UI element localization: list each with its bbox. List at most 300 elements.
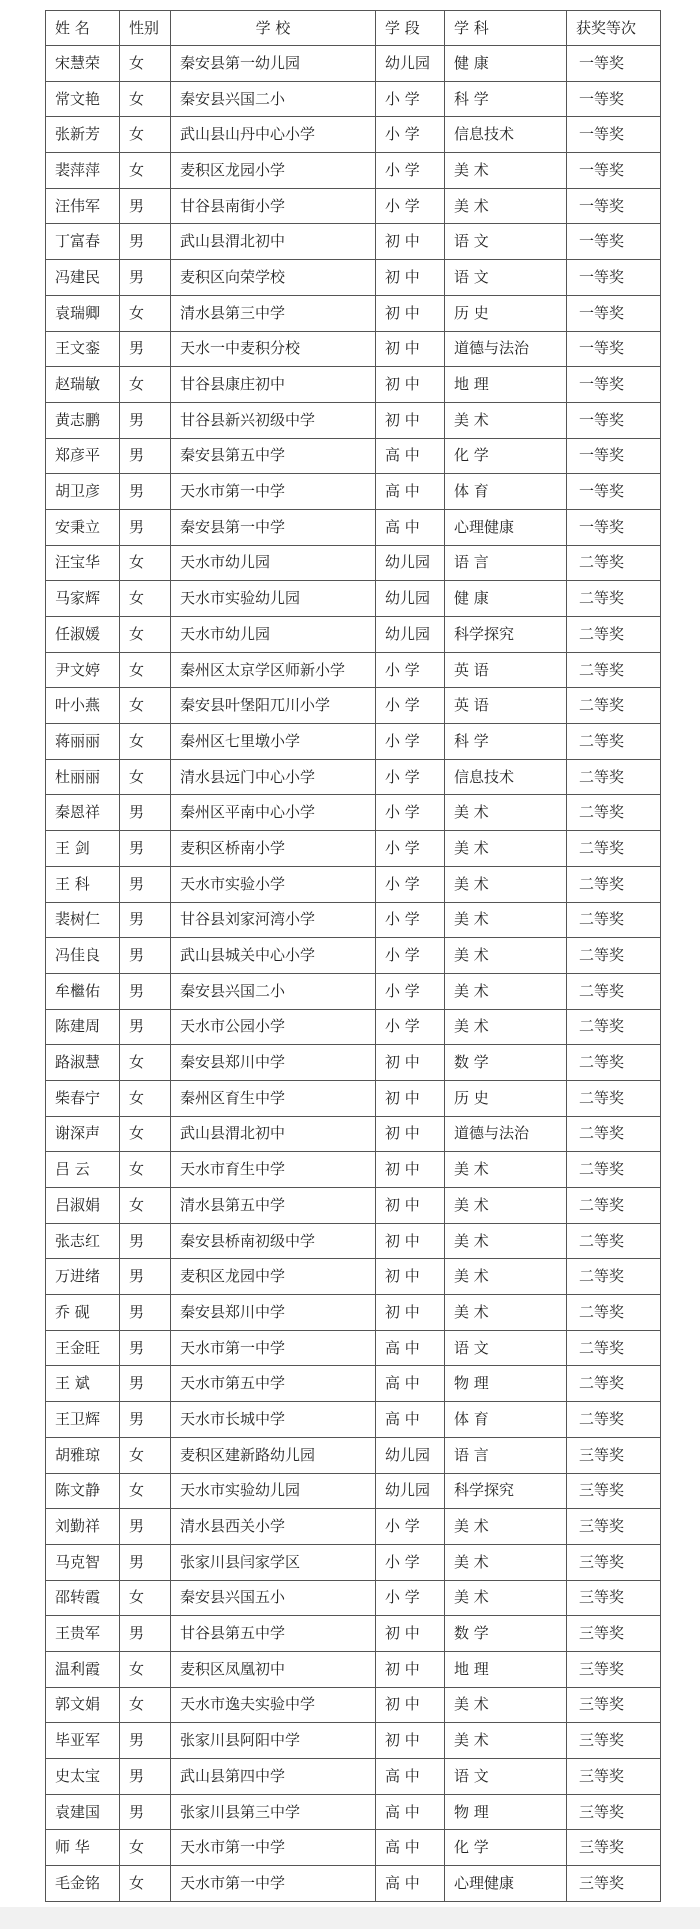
subject-cell: 美 术 [445,938,567,974]
subject-cell: 美 术 [445,1687,567,1723]
gender-cell: 男 [120,1759,171,1795]
award-rank-cell: 一等奖 [567,188,661,224]
name-cell: 王 剑 [46,831,120,867]
award-rank-cell: 一等奖 [567,438,661,474]
school-cell: 武山县第四中学 [171,1759,376,1795]
stage-cell: 高 中 [376,474,445,510]
school-cell: 天水市第五中学 [171,1366,376,1402]
subject-cell: 科学探究 [445,617,567,653]
table-row [46,438,661,474]
stage-cell: 高 中 [376,1759,445,1795]
name-cell: 张新芳 [46,117,120,153]
stage-cell: 小 学 [376,153,445,189]
stage-cell: 幼儿园 [376,545,445,581]
gender-cell: 女 [120,545,171,581]
table-row [46,1152,661,1188]
gender-cell: 女 [120,1651,171,1687]
name-cell: 冯佳良 [46,938,120,974]
stage-cell: 小 学 [376,866,445,902]
header-row [46,11,661,46]
name-cell: 汪宝华 [46,545,120,581]
gender-cell: 女 [120,46,171,82]
award-rank-cell: 二等奖 [567,1295,661,1331]
award-rank-cell: 二等奖 [567,1045,661,1081]
award-rank-cell: 二等奖 [567,652,661,688]
name-cell: 刘勤祥 [46,1509,120,1545]
award-rank-cell: 一等奖 [567,331,661,367]
school-cell: 秦州区太京学区师新小学 [171,652,376,688]
stage-cell: 高 中 [376,1830,445,1866]
name-cell: 万进绪 [46,1259,120,1295]
name-cell: 路淑慧 [46,1045,120,1081]
stage-cell: 高 中 [376,1402,445,1438]
table-row [46,331,661,367]
table-row [46,1830,661,1866]
award-rank-cell: 三等奖 [567,1509,661,1545]
gender-cell: 女 [120,1473,171,1509]
award-rank-cell: 二等奖 [567,581,661,617]
table-row [46,1794,661,1830]
table-row [46,902,661,938]
name-cell: 陈文静 [46,1473,120,1509]
stage-cell: 高 中 [376,509,445,545]
table-row [46,759,661,795]
stage-cell: 高 中 [376,1866,445,1902]
gender-cell: 男 [120,1402,171,1438]
name-cell: 史太宝 [46,1759,120,1795]
school-cell: 张家川县闫家学区 [171,1544,376,1580]
table-row [46,1223,661,1259]
subject-cell: 美 术 [445,1009,567,1045]
award-rank-cell: 三等奖 [567,1616,661,1652]
stage-cell: 小 学 [376,1509,445,1545]
name-cell: 尹文婷 [46,652,120,688]
stage-cell: 幼儿园 [376,1473,445,1509]
award-rank-cell: 一等奖 [567,260,661,296]
subject-cell: 物 理 [445,1794,567,1830]
table-row [46,1616,661,1652]
school-cell: 秦州区平南中心小学 [171,795,376,831]
award-rank-cell: 二等奖 [567,1223,661,1259]
name-cell: 王 科 [46,866,120,902]
stage-cell: 小 学 [376,759,445,795]
award-rank-cell: 一等奖 [567,46,661,82]
subject-cell: 美 术 [445,1723,567,1759]
subject-cell: 历 史 [445,1080,567,1116]
stage-cell: 初 中 [376,1045,445,1081]
name-cell: 张志红 [46,1223,120,1259]
name-cell: 谢深声 [46,1116,120,1152]
name-cell: 任淑媛 [46,617,120,653]
gender-cell: 男 [120,1330,171,1366]
stage-cell: 初 中 [376,402,445,438]
subject-cell: 美 术 [445,902,567,938]
subject-cell: 语 文 [445,1759,567,1795]
gender-cell: 女 [120,581,171,617]
table-row [46,688,661,724]
award-rank-cell: 一等奖 [567,509,661,545]
header-award: 获奖等次 [567,11,661,46]
school-cell: 天水市第一中学 [171,1866,376,1902]
school-cell: 麦积区建新路幼儿园 [171,1437,376,1473]
stage-cell: 初 中 [376,367,445,403]
award-rank-cell: 三等奖 [567,1473,661,1509]
name-cell: 冯建民 [46,260,120,296]
award-rank-cell: 二等奖 [567,545,661,581]
stage-cell: 小 学 [376,1009,445,1045]
name-cell: 柴春宁 [46,1080,120,1116]
table-row [46,1045,661,1081]
stage-cell: 小 学 [376,1580,445,1616]
gender-cell: 男 [120,831,171,867]
gender-cell: 女 [120,724,171,760]
name-cell: 马克智 [46,1544,120,1580]
subject-cell: 科 学 [445,81,567,117]
stage-cell: 初 中 [376,295,445,331]
stage-cell: 初 中 [376,1116,445,1152]
table-row [46,188,661,224]
table-row [46,367,661,403]
table-row [46,1580,661,1616]
school-cell: 秦安县第一中学 [171,509,376,545]
name-cell: 常文艳 [46,81,120,117]
table-row [46,1509,661,1545]
name-cell: 王 斌 [46,1366,120,1402]
subject-cell: 数 学 [445,1616,567,1652]
name-cell: 裴萍萍 [46,153,120,189]
gender-cell: 男 [120,1009,171,1045]
award-rank-cell: 二等奖 [567,688,661,724]
gender-cell: 女 [120,1437,171,1473]
award-rank-cell: 二等奖 [567,902,661,938]
award-rank-cell: 三等奖 [567,1544,661,1580]
subject-cell: 美 术 [445,1152,567,1188]
award-rank-cell: 二等奖 [567,1259,661,1295]
award-rank-cell: 二等奖 [567,866,661,902]
header-stage: 学 段 [376,11,445,46]
school-cell: 天水市第一中学 [171,1330,376,1366]
award-list-sheet [45,10,660,1902]
award-rank-cell: 三等奖 [567,1830,661,1866]
table-row [46,1687,661,1723]
gender-cell: 男 [120,260,171,296]
award-rank-cell: 一等奖 [567,474,661,510]
subject-cell: 物 理 [445,1366,567,1402]
table-row [46,1366,661,1402]
table-row [46,295,661,331]
name-cell: 吕 云 [46,1152,120,1188]
table-row [46,1437,661,1473]
table-row [46,1259,661,1295]
award-rank-cell: 三等奖 [567,1687,661,1723]
gender-cell: 女 [120,1580,171,1616]
subject-cell: 美 术 [445,153,567,189]
school-cell: 秦安县郑川中学 [171,1295,376,1331]
stage-cell: 初 中 [376,224,445,260]
name-cell: 丁富春 [46,224,120,260]
table-row [46,1080,661,1116]
school-cell: 甘谷县刘家河湾小学 [171,902,376,938]
gender-cell: 男 [120,1794,171,1830]
award-rank-cell: 二等奖 [567,831,661,867]
school-cell: 天水市实验小学 [171,866,376,902]
school-cell: 清水县第五中学 [171,1188,376,1224]
school-cell: 秦安县第一幼儿园 [171,46,376,82]
gender-cell: 男 [120,938,171,974]
name-cell: 陈建周 [46,1009,120,1045]
subject-cell: 信息技术 [445,117,567,153]
header-gender: 性别 [120,11,171,46]
gender-cell: 女 [120,688,171,724]
subject-cell: 语 文 [445,260,567,296]
gender-cell: 女 [120,1687,171,1723]
stage-cell: 小 学 [376,724,445,760]
subject-cell: 化 学 [445,1830,567,1866]
table-row [46,260,661,296]
subject-cell: 科学探究 [445,1473,567,1509]
subject-cell: 美 术 [445,1544,567,1580]
award-rank-cell: 二等奖 [567,973,661,1009]
page-bottom-strip [0,1907,700,1929]
subject-cell: 语 文 [445,1330,567,1366]
school-cell: 张家川县阿阳中学 [171,1723,376,1759]
name-cell: 汪伟军 [46,188,120,224]
gender-cell: 男 [120,795,171,831]
subject-cell: 道德与法治 [445,1116,567,1152]
award-rank-cell: 三等奖 [567,1580,661,1616]
school-cell: 秦安县郑川中学 [171,1045,376,1081]
award-rank-cell: 三等奖 [567,1866,661,1902]
subject-cell: 心理健康 [445,1866,567,1902]
school-cell: 秦安县第五中学 [171,438,376,474]
gender-cell: 男 [120,1509,171,1545]
school-cell: 秦州区育生中学 [171,1080,376,1116]
stage-cell: 小 学 [376,831,445,867]
table-row [46,1330,661,1366]
school-cell: 秦州区七里墩小学 [171,724,376,760]
award-rank-cell: 三等奖 [567,1759,661,1795]
gender-cell: 男 [120,402,171,438]
school-cell: 麦积区向荣学校 [171,260,376,296]
school-cell: 武山县山丹中心小学 [171,117,376,153]
table-row [46,224,661,260]
table-row [46,724,661,760]
table-row [46,938,661,974]
table-row [46,509,661,545]
table-row [46,1473,661,1509]
subject-cell: 语 文 [445,224,567,260]
stage-cell: 小 学 [376,795,445,831]
award-rank-cell: 一等奖 [567,81,661,117]
stage-cell: 幼儿园 [376,617,445,653]
award-table [45,10,661,1902]
table-row [46,1295,661,1331]
award-table-body [46,46,661,1902]
school-cell: 张家川县第三中学 [171,1794,376,1830]
school-cell: 天水市公园小学 [171,1009,376,1045]
subject-cell: 心理健康 [445,509,567,545]
award-rank-cell: 二等奖 [567,1009,661,1045]
gender-cell: 男 [120,1616,171,1652]
name-cell: 牟檵佑 [46,973,120,1009]
award-rank-cell: 一等奖 [567,295,661,331]
gender-cell: 男 [120,224,171,260]
subject-cell: 美 术 [445,1580,567,1616]
gender-cell: 男 [120,1223,171,1259]
school-cell: 天水市幼儿园 [171,545,376,581]
gender-cell: 女 [120,81,171,117]
school-cell: 天水市幼儿园 [171,617,376,653]
name-cell: 王卫辉 [46,1402,120,1438]
name-cell: 黄志鹏 [46,402,120,438]
gender-cell: 男 [120,1544,171,1580]
header-subject: 学 科 [445,11,567,46]
table-row [46,1402,661,1438]
school-cell: 天水市实验幼儿园 [171,581,376,617]
table-row [46,81,661,117]
award-rank-cell: 三等奖 [567,1651,661,1687]
school-cell: 甘谷县南街小学 [171,188,376,224]
gender-cell: 女 [120,617,171,653]
name-cell: 胡卫彦 [46,474,120,510]
gender-cell: 男 [120,438,171,474]
award-rank-cell: 三等奖 [567,1437,661,1473]
table-row [46,831,661,867]
name-cell: 郭文娟 [46,1687,120,1723]
name-cell: 叶小燕 [46,688,120,724]
name-cell: 杜丽丽 [46,759,120,795]
school-cell: 武山县城关中心小学 [171,938,376,974]
school-cell: 麦积区桥南小学 [171,831,376,867]
stage-cell: 初 中 [376,1687,445,1723]
table-row [46,46,661,82]
stage-cell: 幼儿园 [376,46,445,82]
award-rank-cell: 二等奖 [567,1080,661,1116]
name-cell: 毕亚军 [46,1723,120,1759]
name-cell: 胡雅琼 [46,1437,120,1473]
gender-cell: 女 [120,1866,171,1902]
stage-cell: 小 学 [376,117,445,153]
award-rank-cell: 二等奖 [567,795,661,831]
subject-cell: 美 术 [445,866,567,902]
stage-cell: 初 中 [376,1723,445,1759]
gender-cell: 女 [120,153,171,189]
stage-cell: 初 中 [376,1616,445,1652]
school-cell: 天水市第一中学 [171,1830,376,1866]
name-cell: 毛金铭 [46,1866,120,1902]
gender-cell: 女 [120,1152,171,1188]
subject-cell: 美 术 [445,188,567,224]
gender-cell: 女 [120,759,171,795]
subject-cell: 语 言 [445,1437,567,1473]
header-name: 姓 名 [46,11,120,46]
table-row [46,1009,661,1045]
gender-cell: 男 [120,331,171,367]
table-row [46,153,661,189]
award-rank-cell: 二等奖 [567,1116,661,1152]
name-cell: 袁建国 [46,1794,120,1830]
name-cell: 郑彦平 [46,438,120,474]
name-cell: 袁瑞卿 [46,295,120,331]
subject-cell: 化 学 [445,438,567,474]
school-cell: 武山县渭北初中 [171,1116,376,1152]
gender-cell: 女 [120,652,171,688]
gender-cell: 女 [120,1045,171,1081]
table-row [46,117,661,153]
stage-cell: 高 中 [376,1330,445,1366]
stage-cell: 小 学 [376,688,445,724]
stage-cell: 初 中 [376,1080,445,1116]
gender-cell: 女 [120,117,171,153]
table-row [46,866,661,902]
name-cell: 安秉立 [46,509,120,545]
stage-cell: 初 中 [376,1223,445,1259]
stage-cell: 小 学 [376,973,445,1009]
subject-cell: 数 学 [445,1045,567,1081]
subject-cell: 美 术 [445,831,567,867]
name-cell: 王金旺 [46,1330,120,1366]
school-cell: 天水市育生中学 [171,1152,376,1188]
award-rank-cell: 三等奖 [567,1794,661,1830]
school-cell: 清水县远门中心小学 [171,759,376,795]
name-cell: 王文銮 [46,331,120,367]
name-cell: 乔 砚 [46,1295,120,1331]
award-rank-cell: 一等奖 [567,153,661,189]
stage-cell: 初 中 [376,1259,445,1295]
school-cell: 秦安县兴国二小 [171,81,376,117]
subject-cell: 地 理 [445,367,567,403]
award-rank-cell: 二等奖 [567,1188,661,1224]
school-cell: 秦安县叶堡阳兀川小学 [171,688,376,724]
award-rank-cell: 一等奖 [567,367,661,403]
table-row [46,795,661,831]
subject-cell: 体 育 [445,474,567,510]
award-rank-cell: 一等奖 [567,117,661,153]
award-rank-cell: 一等奖 [567,224,661,260]
table-row [46,1651,661,1687]
name-cell: 王贵军 [46,1616,120,1652]
school-cell: 甘谷县康庄初中 [171,367,376,403]
award-rank-cell: 三等奖 [567,1723,661,1759]
stage-cell: 初 中 [376,331,445,367]
subject-cell: 信息技术 [445,759,567,795]
stage-cell: 高 中 [376,1366,445,1402]
name-cell: 秦恩祥 [46,795,120,831]
school-cell: 甘谷县第五中学 [171,1616,376,1652]
school-cell: 秦安县兴国二小 [171,973,376,1009]
table-row [46,545,661,581]
gender-cell: 女 [120,1080,171,1116]
table-row [46,617,661,653]
stage-cell: 初 中 [376,1651,445,1687]
gender-cell: 女 [120,1116,171,1152]
gender-cell: 女 [120,1830,171,1866]
award-rank-cell: 二等奖 [567,1402,661,1438]
gender-cell: 男 [120,973,171,1009]
name-cell: 邵转霞 [46,1580,120,1616]
school-cell: 天水市实验幼儿园 [171,1473,376,1509]
gender-cell: 女 [120,1188,171,1224]
name-cell: 温利霞 [46,1651,120,1687]
gender-cell: 女 [120,295,171,331]
gender-cell: 男 [120,1723,171,1759]
stage-cell: 初 中 [376,260,445,296]
subject-cell: 美 术 [445,1223,567,1259]
subject-cell: 美 术 [445,973,567,1009]
table-row [46,1544,661,1580]
stage-cell: 初 中 [376,1295,445,1331]
subject-cell: 美 术 [445,402,567,438]
